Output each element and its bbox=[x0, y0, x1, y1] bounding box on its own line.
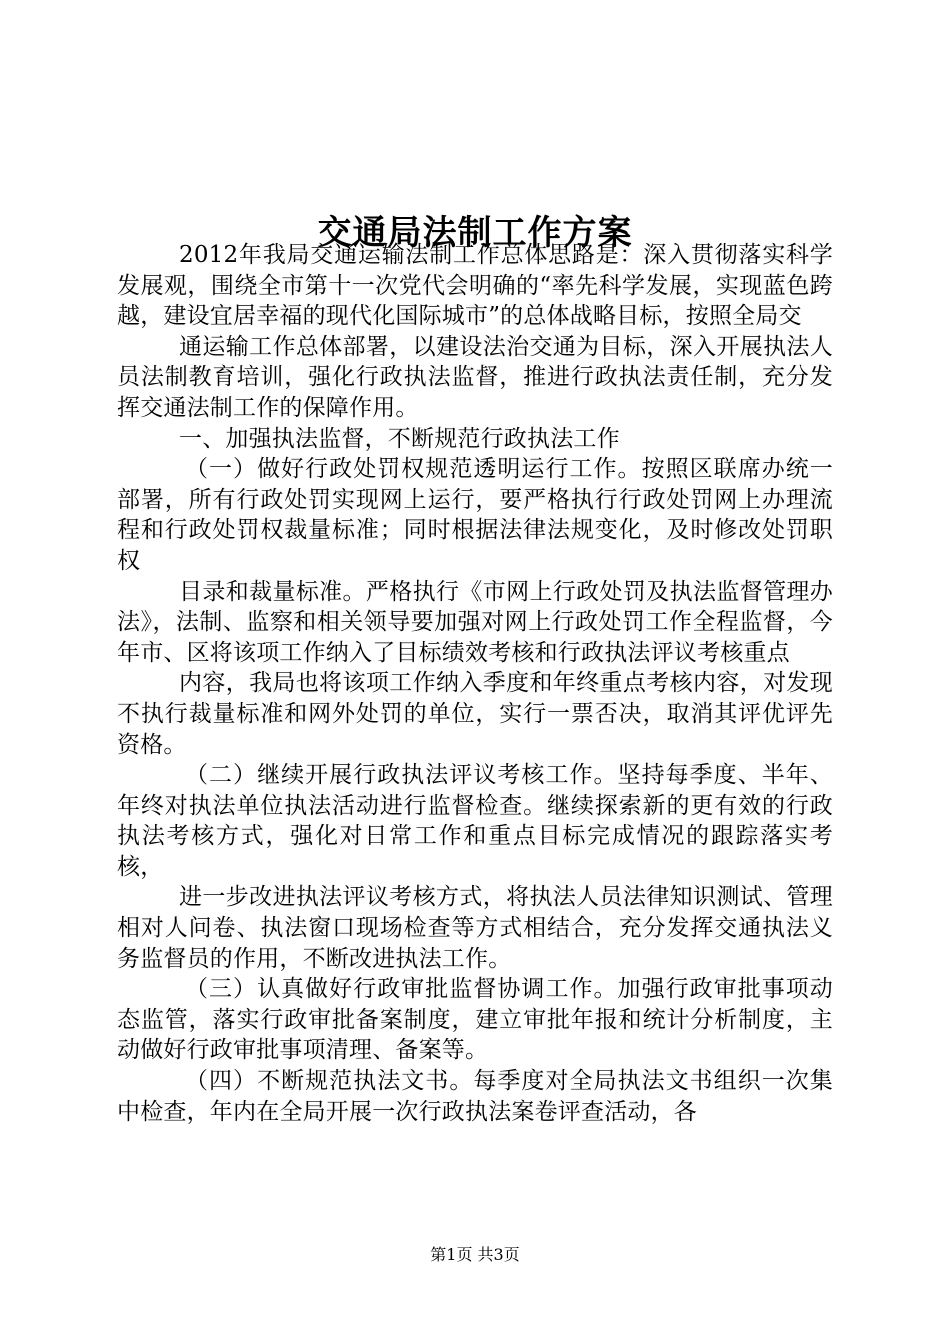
paragraph-item-2-continued: 进一步改进执法评议考核方式，将执法人员法律知识测试、管理相对人问卷、执法窗口现场检查等方式相结合，充分发挥交通执法义务监督员的作用，不断改进执法工作。 bbox=[117, 884, 833, 972]
paragraph-item-1-continued-2: 内容，我局也将该项工作纳入季度和年终重点考核内容，对发现不执行裁量标准和网外处罚的单位，实行一票否决，取消其评优评先资格。 bbox=[117, 670, 833, 758]
paragraph-item-2: （二）继续开展行政执法评议考核工作。坚持每季度、半年、年终对执法单位执法活动进行监督检查。继续探索新的更有效的行政执法考核方式，强化对日常工作和重点目标完成情况的跟踪落实考核， bbox=[117, 762, 833, 880]
section-heading-1: 一、加强执法监督，不断规范行政执法工作 bbox=[179, 425, 620, 452]
paragraph-item-3: （三）认真做好行政审批监督协调工作。加强行政审批事项动态监管，落实行政审批备案制度，建立审批年报和统计分析制度，主动做好行政审批事项清理、备案等。 bbox=[117, 976, 833, 1064]
paragraph-item-1: （一）做好行政处罚权规范透明运行工作。按照区联席办统一部署，所有行政处罚实现网上运行，要严格执行行政处罚网上办理流程和行政处罚权裁量标准；同时根据法律法规变化，及时修改处罚职权 bbox=[117, 456, 833, 574]
paragraph-item-1-continued: 目录和裁量标准。严格执行《市网上行政处罚及执法监督管理办法》，法制、监察和相关领导要加强对网上行政处罚工作全程监督，今年市、区将该项工作纳入了目标绩效考核和行政执法评议考核重点 bbox=[117, 578, 833, 666]
page-footer: 第1页 共3页 bbox=[430, 1245, 520, 1264]
document-title: 交通局法制工作方案 bbox=[317, 212, 633, 253]
paragraph-item-4: （四）不断规范执法文书。每季度对全局执法文书组织一次集中检查，年内在全局开展一次行政执法案卷评查活动，各 bbox=[117, 1068, 833, 1125]
document-body bbox=[117, 240, 833, 1127]
paragraph-continuation: 通运输工作总体部署，以建设法治交通为目标，深入开展执法人员法制教育培训，强化行政执法监督，推进行政执法责任制，充分发挥交通法制工作的保障作用。 bbox=[117, 333, 833, 421]
paragraph-intro: 2012年我局交通运输法制工作总体思路是：深入贯彻落实科学发展观，围绕全市第十一次党代会明确的“率先科学发展，实现蓝色跨越，建设宜居幸福的现代化国际城市”的总体战略目标，按照全局交 bbox=[117, 242, 833, 330]
